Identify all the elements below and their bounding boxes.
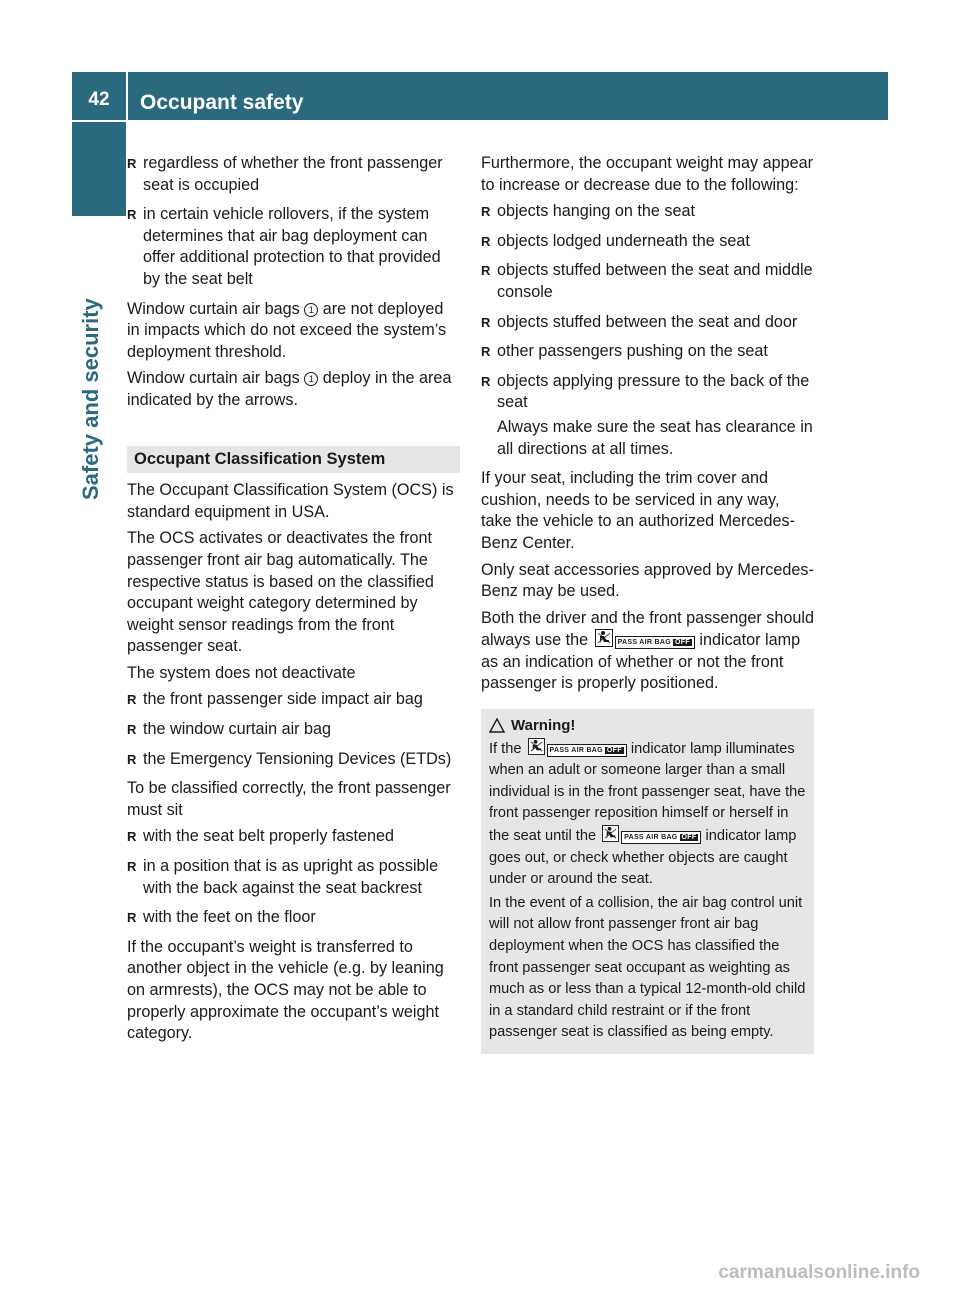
section-heading: Occupant Classification System [127, 446, 460, 474]
seat-occupant-icon [602, 825, 619, 842]
page-title: Occupant safety [140, 91, 304, 114]
sidebar-tab-block [72, 122, 126, 216]
list-item: R the front passenger side impact air bag [127, 689, 460, 711]
callout-1-icon: 1 [304, 372, 318, 386]
list-item: R in a position that is as upright as possible with the back against the seat backrest [127, 856, 460, 899]
sidebar-label-text: Safety and security [78, 298, 103, 500]
list-item: R with the seat belt properly fastened [127, 826, 460, 848]
list-item: R the Emergency Tensioning Devices (ETDs) [127, 749, 460, 771]
seat-occupant-icon [595, 629, 613, 647]
pass-airbag-off-indicator-icon: PASS AIR BAG OFF [547, 744, 627, 757]
callout-1-icon: 1 [304, 303, 318, 317]
warning-box [481, 709, 814, 1054]
list-item: R the window curtain air bag [127, 719, 460, 741]
list-item-note: Always make sure the seat has clearance in all directions at all times. [497, 417, 813, 458]
warning-title: Warning! [489, 715, 806, 737]
list-item: R objects stuffed between the seat and middle console [481, 260, 814, 303]
page-number: 42 [88, 89, 110, 110]
list-item: R objects lodged underneath the seat [481, 231, 814, 253]
pass-airbag-off-indicator-icon: PASS AIR BAG OFF [621, 831, 701, 844]
paragraph: If the occupant’s weight is transferred to another object in the vehicle (e.g. by leaning on armrests), the OCS may not be able to properly approximate the occupant’s weight category. [127, 937, 444, 1043]
paragraph: Only seat accessories approved by Mercedes-Benz may be used. [481, 560, 814, 601]
paragraph: To be classified correctly, the front passenger must sit [127, 779, 451, 819]
paragraph: If your seat, including the trim cover and cushion, needs to be serviced in any way, take the vehicle to an authorized Mercedes-Benz Center. [481, 469, 796, 552]
paragraph: Both the driver and the front passenger should always use the PASS AIR BAG OFF indicator lamp as an indication of whether or not the front passenger is properly positioned. [481, 608, 814, 693]
footer-watermark: carmanualsonline.info [718, 1262, 920, 1283]
page-header [72, 72, 888, 120]
paragraph: The OCS activates or deactivates the front passenger front air bag automatically. The respective status is based on the classified occupant weight category determined by weight sensor readings from the front passenger seat. [127, 529, 434, 656]
paragraph: Furthermore, the occupant weight may appear to increase or decrease due to the following: [481, 154, 814, 194]
right-column [481, 153, 814, 1054]
paragraph: Window curtain air bags 1 deploy in the area indicated by the arrows. [127, 369, 452, 409]
list-item: R objects stuffed between the seat and door [481, 312, 814, 334]
list-item: R in certain vehicle rollovers, if the system determines that air bag deployment can offer additional protection to that provided by the seat belt [127, 204, 460, 290]
paragraph: The system does not deactivate [127, 663, 356, 682]
warning-paragraph: In the event of a collision, the air bag control unit will not allow front passenger front air bag deployment when the OCS has classified the front passenger seat occupant as weighting as much as or less than a typical 12-month-old child in a standard child restraint or if the front passenger seat is classified as being empty. [489, 894, 806, 1041]
header-divider [126, 72, 128, 120]
paragraph: The Occupant Classification System (OCS) is standard equipment in USA. [127, 481, 454, 521]
warning-paragraph: If the PASS AIR BAG OFF indicator lamp illuminates when an adult or someone larger than a small individual is in the front passenger seat, have the front passenger reposition himself or herself in the seat until the PASS AIR BAG OFF indicator lamp goes out, or check whether objects are caught under or around the seat. [489, 738, 806, 891]
list-item: R objects applying pressure to the back of the seat Always make sure the seat has clearance in all directions at all times. [481, 371, 814, 460]
pass-airbag-off-indicator-icon: PASS AIR BAG OFF [615, 636, 695, 649]
list-item: R other passengers pushing on the seat [481, 341, 814, 363]
sidebar-section-label [78, 298, 118, 520]
left-column [127, 153, 460, 1050]
paragraph: Window curtain air bags 1 are not deployed in impacts which do not exceed the system’s deployment threshold. [127, 299, 447, 361]
list-item: R regardless of whether the front passenger seat is occupied [127, 153, 460, 196]
seat-occupant-icon [528, 738, 545, 755]
list-item: R objects hanging on the seat [481, 201, 814, 223]
warning-triangle-icon [489, 718, 505, 733]
list-item: R with the feet on the floor [127, 907, 460, 929]
